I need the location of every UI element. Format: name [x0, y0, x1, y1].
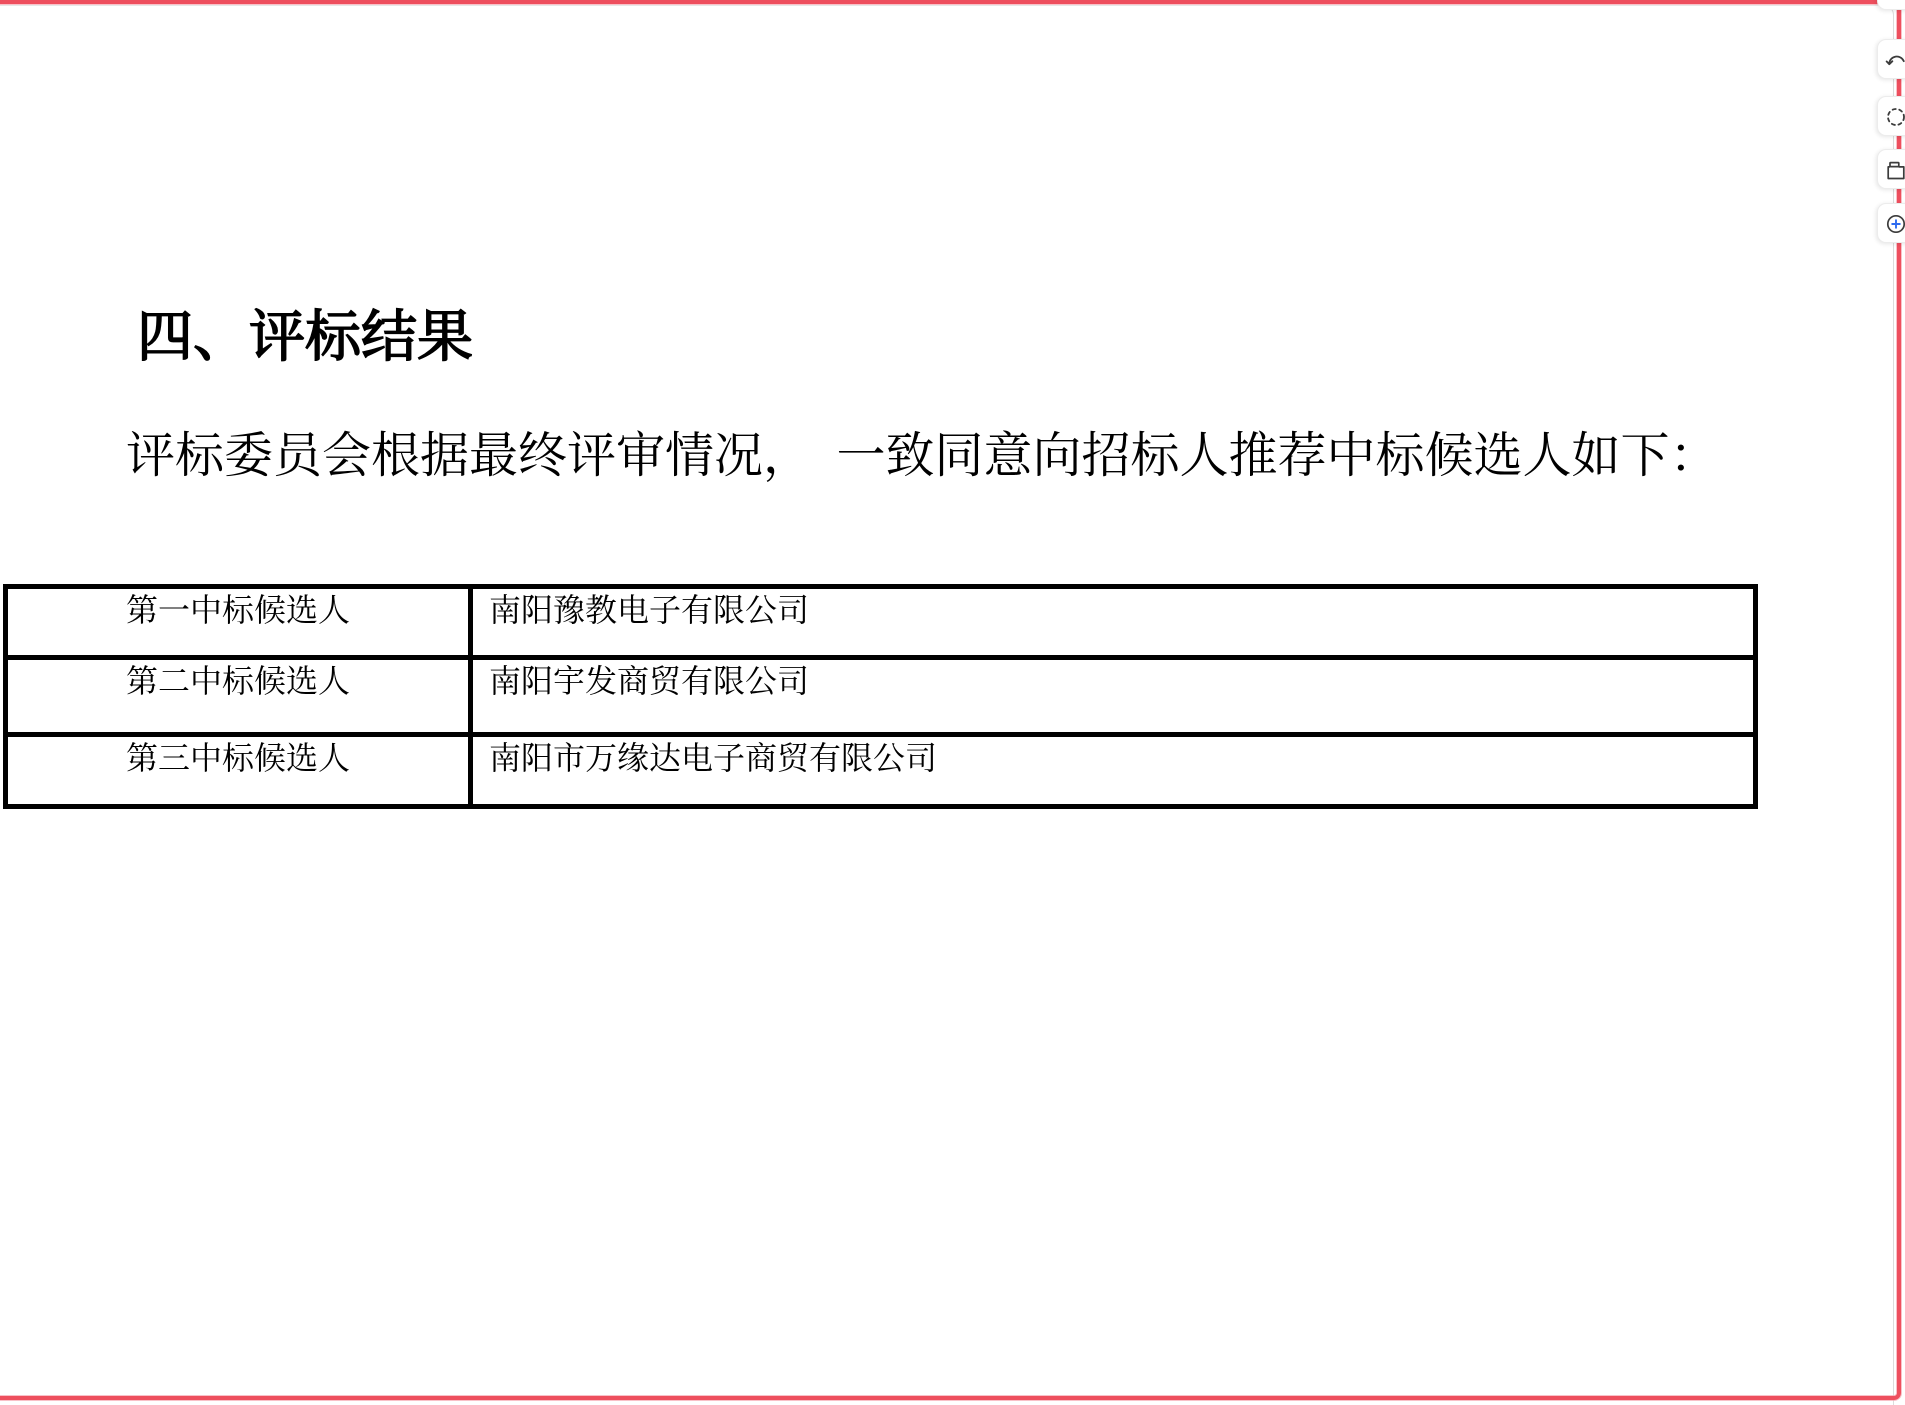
- candidates-table: [3, 584, 1758, 809]
- circle-plus-icon: [1884, 212, 1905, 236]
- row-label: 第三中标候选人: [6, 735, 471, 807]
- row-label: 第二中标候选人: [6, 658, 471, 735]
- row-value: 南阳市万缘达电子商贸有限公司: [471, 735, 1756, 807]
- table-row: [6, 735, 1756, 807]
- row-label: 第一中标候选人: [6, 587, 471, 658]
- clipboard-button[interactable]: [1877, 149, 1905, 189]
- table-row: [6, 587, 1756, 658]
- section-heading: 四、评标结果: [137, 307, 473, 369]
- row-value: 南阳豫教电子有限公司: [471, 587, 1756, 658]
- toolbar-button-cutoff[interactable]: [1877, 0, 1905, 10]
- add-button[interactable]: [1877, 203, 1905, 243]
- row-value: 南阳宇发商贸有限公司: [471, 658, 1756, 735]
- clipboard-icon: [1884, 158, 1905, 182]
- undo-button[interactable]: [1877, 39, 1905, 79]
- undo-arrow-icon: [1884, 48, 1905, 72]
- paragraph-text: 评标委员会根据最终评审情况， 一致同意向招标人推荐中标候选人如下：: [126, 428, 1719, 483]
- table-row: [6, 658, 1756, 735]
- dashed-selection-button[interactable]: [1877, 96, 1905, 136]
- dashed-circle-icon: [1884, 105, 1905, 129]
